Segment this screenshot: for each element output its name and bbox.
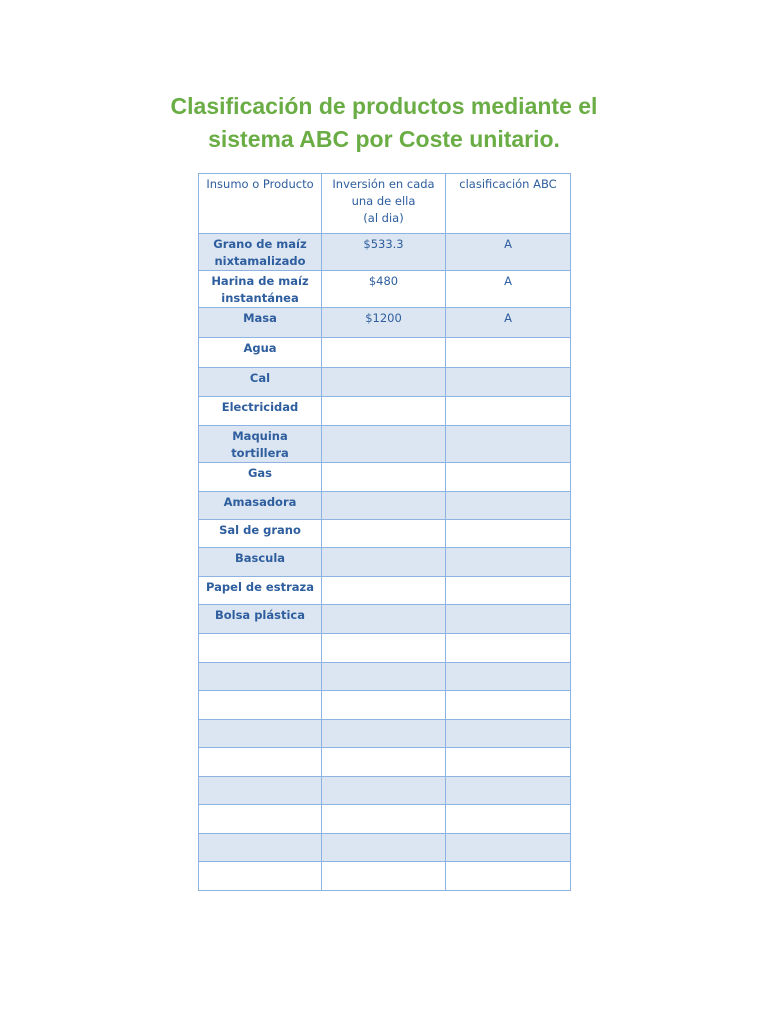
cell-producto — [199, 805, 322, 834]
table-row — [199, 368, 571, 397]
cell-producto — [199, 720, 322, 748]
header-inversion: Inversión en cada una de ella (al dia) — [322, 174, 446, 234]
header-clasificacion-abc: clasificación ABC — [446, 174, 571, 234]
cell-producto — [199, 777, 322, 805]
cell-inversion — [322, 492, 446, 520]
cell-inversion: $1200 — [322, 308, 446, 338]
cell-clasificacion — [446, 862, 571, 891]
cell-clasificacion — [446, 634, 571, 663]
cell-producto: Bolsa plástica — [199, 605, 322, 634]
cell-clasificacion — [446, 691, 571, 720]
table-row — [199, 862, 571, 891]
cell-producto: Electricidad — [199, 397, 322, 426]
cell-inversion — [322, 548, 446, 577]
cell-producto: Masa — [199, 308, 322, 338]
cell-clasificacion — [446, 463, 571, 492]
table-row — [199, 463, 571, 492]
cell-producto: Grano de maíz nixtamalizado — [199, 234, 322, 271]
cell-producto — [199, 663, 322, 691]
cell-clasificacion — [446, 492, 571, 520]
table-row — [199, 548, 571, 577]
cell-clasificacion — [446, 663, 571, 691]
table-row — [199, 308, 571, 338]
table-row — [199, 805, 571, 834]
table-row — [199, 834, 571, 862]
cell-producto: Papel de estraza — [199, 577, 322, 605]
abc-classification-table — [198, 173, 571, 891]
table-row — [199, 663, 571, 691]
cell-clasificacion — [446, 520, 571, 548]
cell-clasificacion — [446, 426, 571, 463]
table-row — [199, 397, 571, 426]
cell-inversion — [322, 426, 446, 463]
cell-inversion — [322, 520, 446, 548]
cell-inversion — [322, 338, 446, 368]
cell-inversion — [322, 463, 446, 492]
cell-producto — [199, 862, 322, 891]
cell-clasificacion — [446, 605, 571, 634]
cell-inversion — [322, 862, 446, 891]
page-title — [0, 90, 768, 156]
cell-producto — [199, 634, 322, 663]
cell-clasificacion — [446, 338, 571, 368]
cell-producto: Harina de maíz instantánea — [199, 271, 322, 308]
table-row — [199, 520, 571, 548]
cell-clasificacion — [446, 777, 571, 805]
cell-inversion — [322, 777, 446, 805]
cell-producto — [199, 748, 322, 777]
cell-inversion — [322, 577, 446, 605]
cell-producto: Cal — [199, 368, 322, 397]
cell-producto: Bascula — [199, 548, 322, 577]
table-row — [199, 720, 571, 748]
table-body — [199, 234, 571, 891]
cell-clasificacion — [446, 397, 571, 426]
table-row — [199, 691, 571, 720]
table-row — [199, 748, 571, 777]
cell-inversion — [322, 368, 446, 397]
table-header-row — [199, 174, 571, 234]
cell-clasificacion — [446, 834, 571, 862]
cell-clasificacion: A — [446, 234, 571, 271]
cell-inversion: $480 — [322, 271, 446, 308]
cell-producto: Sal de grano — [199, 520, 322, 548]
cell-clasificacion — [446, 720, 571, 748]
cell-clasificacion — [446, 805, 571, 834]
table-row — [199, 605, 571, 634]
cell-producto: Maquina tortillera — [199, 426, 322, 463]
table-row — [199, 338, 571, 368]
cell-inversion — [322, 605, 446, 634]
cell-inversion — [322, 748, 446, 777]
cell-clasificacion — [446, 748, 571, 777]
cell-inversion — [322, 720, 446, 748]
page-title-line-2: sistema ABC por Coste unitario. — [208, 126, 560, 152]
cell-producto — [199, 691, 322, 720]
cell-inversion — [322, 397, 446, 426]
cell-clasificacion — [446, 368, 571, 397]
cell-clasificacion: A — [446, 308, 571, 338]
cell-producto — [199, 834, 322, 862]
table-row — [199, 777, 571, 805]
table-row — [199, 634, 571, 663]
cell-inversion — [322, 663, 446, 691]
table-row — [199, 492, 571, 520]
table-row — [199, 234, 571, 271]
cell-inversion: $533.3 — [322, 234, 446, 271]
table-row — [199, 426, 571, 463]
table-row — [199, 271, 571, 308]
header-insumo-producto: Insumo o Producto — [199, 174, 322, 234]
cell-clasificacion: A — [446, 271, 571, 308]
cell-inversion — [322, 691, 446, 720]
cell-producto: Gas — [199, 463, 322, 492]
cell-producto: Agua — [199, 338, 322, 368]
cell-producto: Amasadora — [199, 492, 322, 520]
page-title-line-1: Clasificación de productos mediante el — [170, 93, 598, 119]
cell-clasificacion — [446, 548, 571, 577]
cell-inversion — [322, 805, 446, 834]
cell-inversion — [322, 634, 446, 663]
table-row — [199, 577, 571, 605]
cell-inversion — [322, 834, 446, 862]
cell-clasificacion — [446, 577, 571, 605]
